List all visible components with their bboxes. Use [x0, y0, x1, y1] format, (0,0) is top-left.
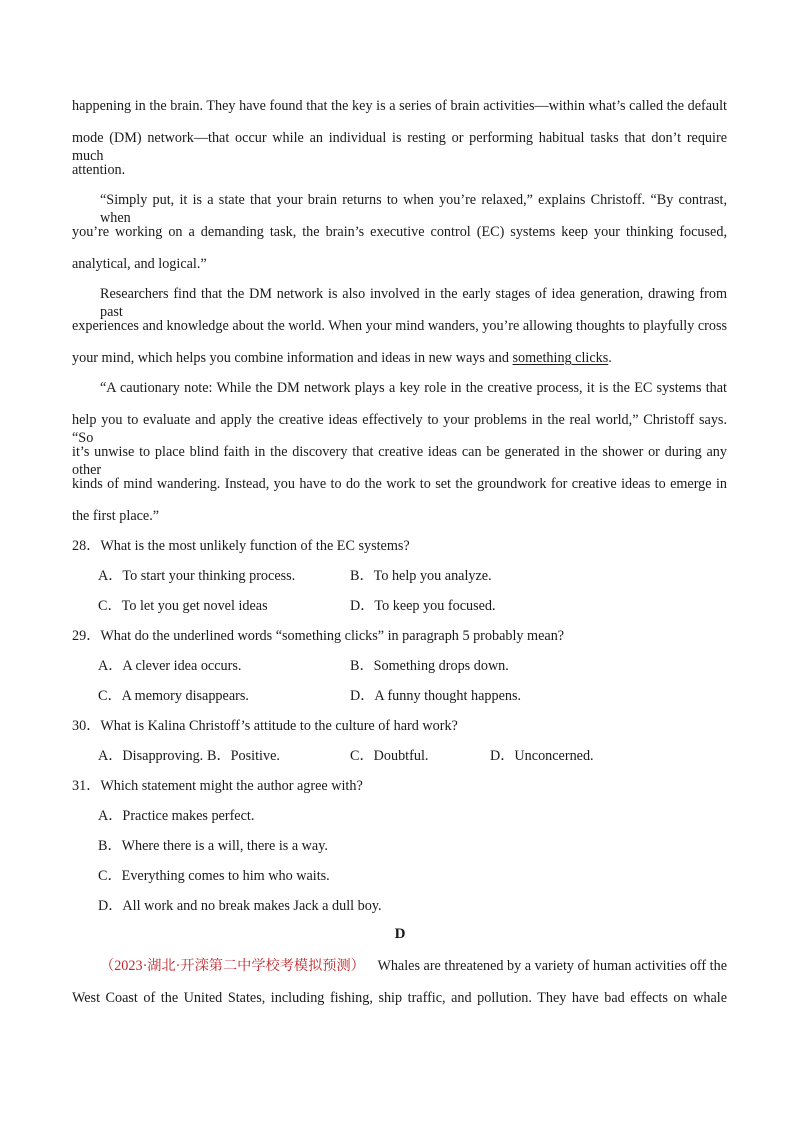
answer-option: A．To start your thinking process. — [98, 568, 296, 584]
passage-line-text: your mind, which helps you combine information and ideas in new ways and — [72, 350, 513, 366]
answer-option: A．Disapproving. — [98, 748, 204, 764]
section-intro-line — [100, 957, 727, 975]
passage-line: Researchers find that the DM network is also involved in the early stages of idea generation, drawing from past — [100, 286, 727, 320]
passage-line-with-underline — [72, 349, 612, 367]
answer-option: B．Where there is a will, there is a way. — [98, 838, 328, 854]
passage-line: help you to evaluate and apply the creative ideas effectively to your problems in the real world,” Christoff says. “So — [72, 412, 727, 446]
passage-line: experiences and knowledge about the world. When your mind wanders, you’re allowing thoughts to playfully cross — [72, 318, 727, 334]
answer-option: C．Doubtful. — [350, 748, 429, 764]
passage-line: “Simply put, it is a state that your brain returns to when you’re relaxed,” explains Christoff. “By contrast, when — [100, 192, 727, 226]
answer-option: B．Something drops down. — [350, 658, 509, 674]
answer-option: D．To keep you focused. — [350, 598, 496, 614]
answer-option: A．A clever idea occurs. — [98, 658, 242, 674]
answer-option: C．To let you get novel ideas — [98, 598, 268, 614]
period: . — [608, 350, 612, 366]
answer-option: D．Unconcerned. — [490, 748, 594, 764]
passage-line: West Coast of the United States, including fishing, ship traffic, and pollution. They have bad effects on whale — [72, 990, 727, 1006]
answer-option: D．A funny thought happens. — [350, 688, 522, 704]
passage-line: the first place.” — [72, 508, 160, 524]
passage-line: you’re working on a demanding task, the brain’s executive control (EC) systems keep your thinking focused, — [72, 224, 727, 240]
question-stem: 29．What do the underlined words “something clicks” in paragraph 5 probably mean? — [72, 628, 565, 644]
passage-line: analytical, and logical.” — [72, 256, 207, 272]
question-stem: 28．What is the most unlikely function of the EC systems? — [72, 538, 410, 554]
question-stem: 31．Which statement might the author agree with? — [72, 778, 363, 794]
passage-line: mode (DM) network—that occur while an individual is resting or performing habitual tasks that don’t require much — [72, 130, 727, 164]
section-heading: D — [394, 926, 406, 942]
answer-option: D．All work and no break makes Jack a dull boy. — [98, 898, 382, 914]
answer-option: A．Practice makes perfect. — [98, 808, 255, 824]
answer-option: B．To help you analyze. — [350, 568, 492, 584]
answer-option: C．Everything comes to him who waits. — [98, 868, 330, 884]
passage-line-text: Whales are threatened by a variety of human activities off the — [377, 958, 727, 974]
answer-option: B．Positive. — [207, 748, 280, 764]
question-stem: 30．What is Kalina Christoff’s attitude to the culture of hard work? — [72, 718, 458, 734]
passage-line: it’s unwise to place blind faith in the discovery that creative ideas can be generated in the shower or during any other — [72, 444, 727, 478]
passage-line: “A cautionary note: While the DM network plays a key role in the creative process, it is the EC systems that — [100, 380, 727, 396]
underlined-phrase: something clicks — [512, 350, 609, 366]
passage-line: happening in the brain. They have found that the key is a series of brain activities—within what’s called the default — [72, 98, 727, 114]
answer-option: C．A memory disappears. — [98, 688, 249, 704]
source-tag: （2023·湖北·开滦第二中学校考模拟预测） — [100, 958, 365, 974]
passage-line: attention. — [72, 162, 126, 178]
passage-line: kinds of mind wandering. Instead, you have to do the work to set the groundwork for creative ideas to emerge in — [72, 476, 727, 492]
